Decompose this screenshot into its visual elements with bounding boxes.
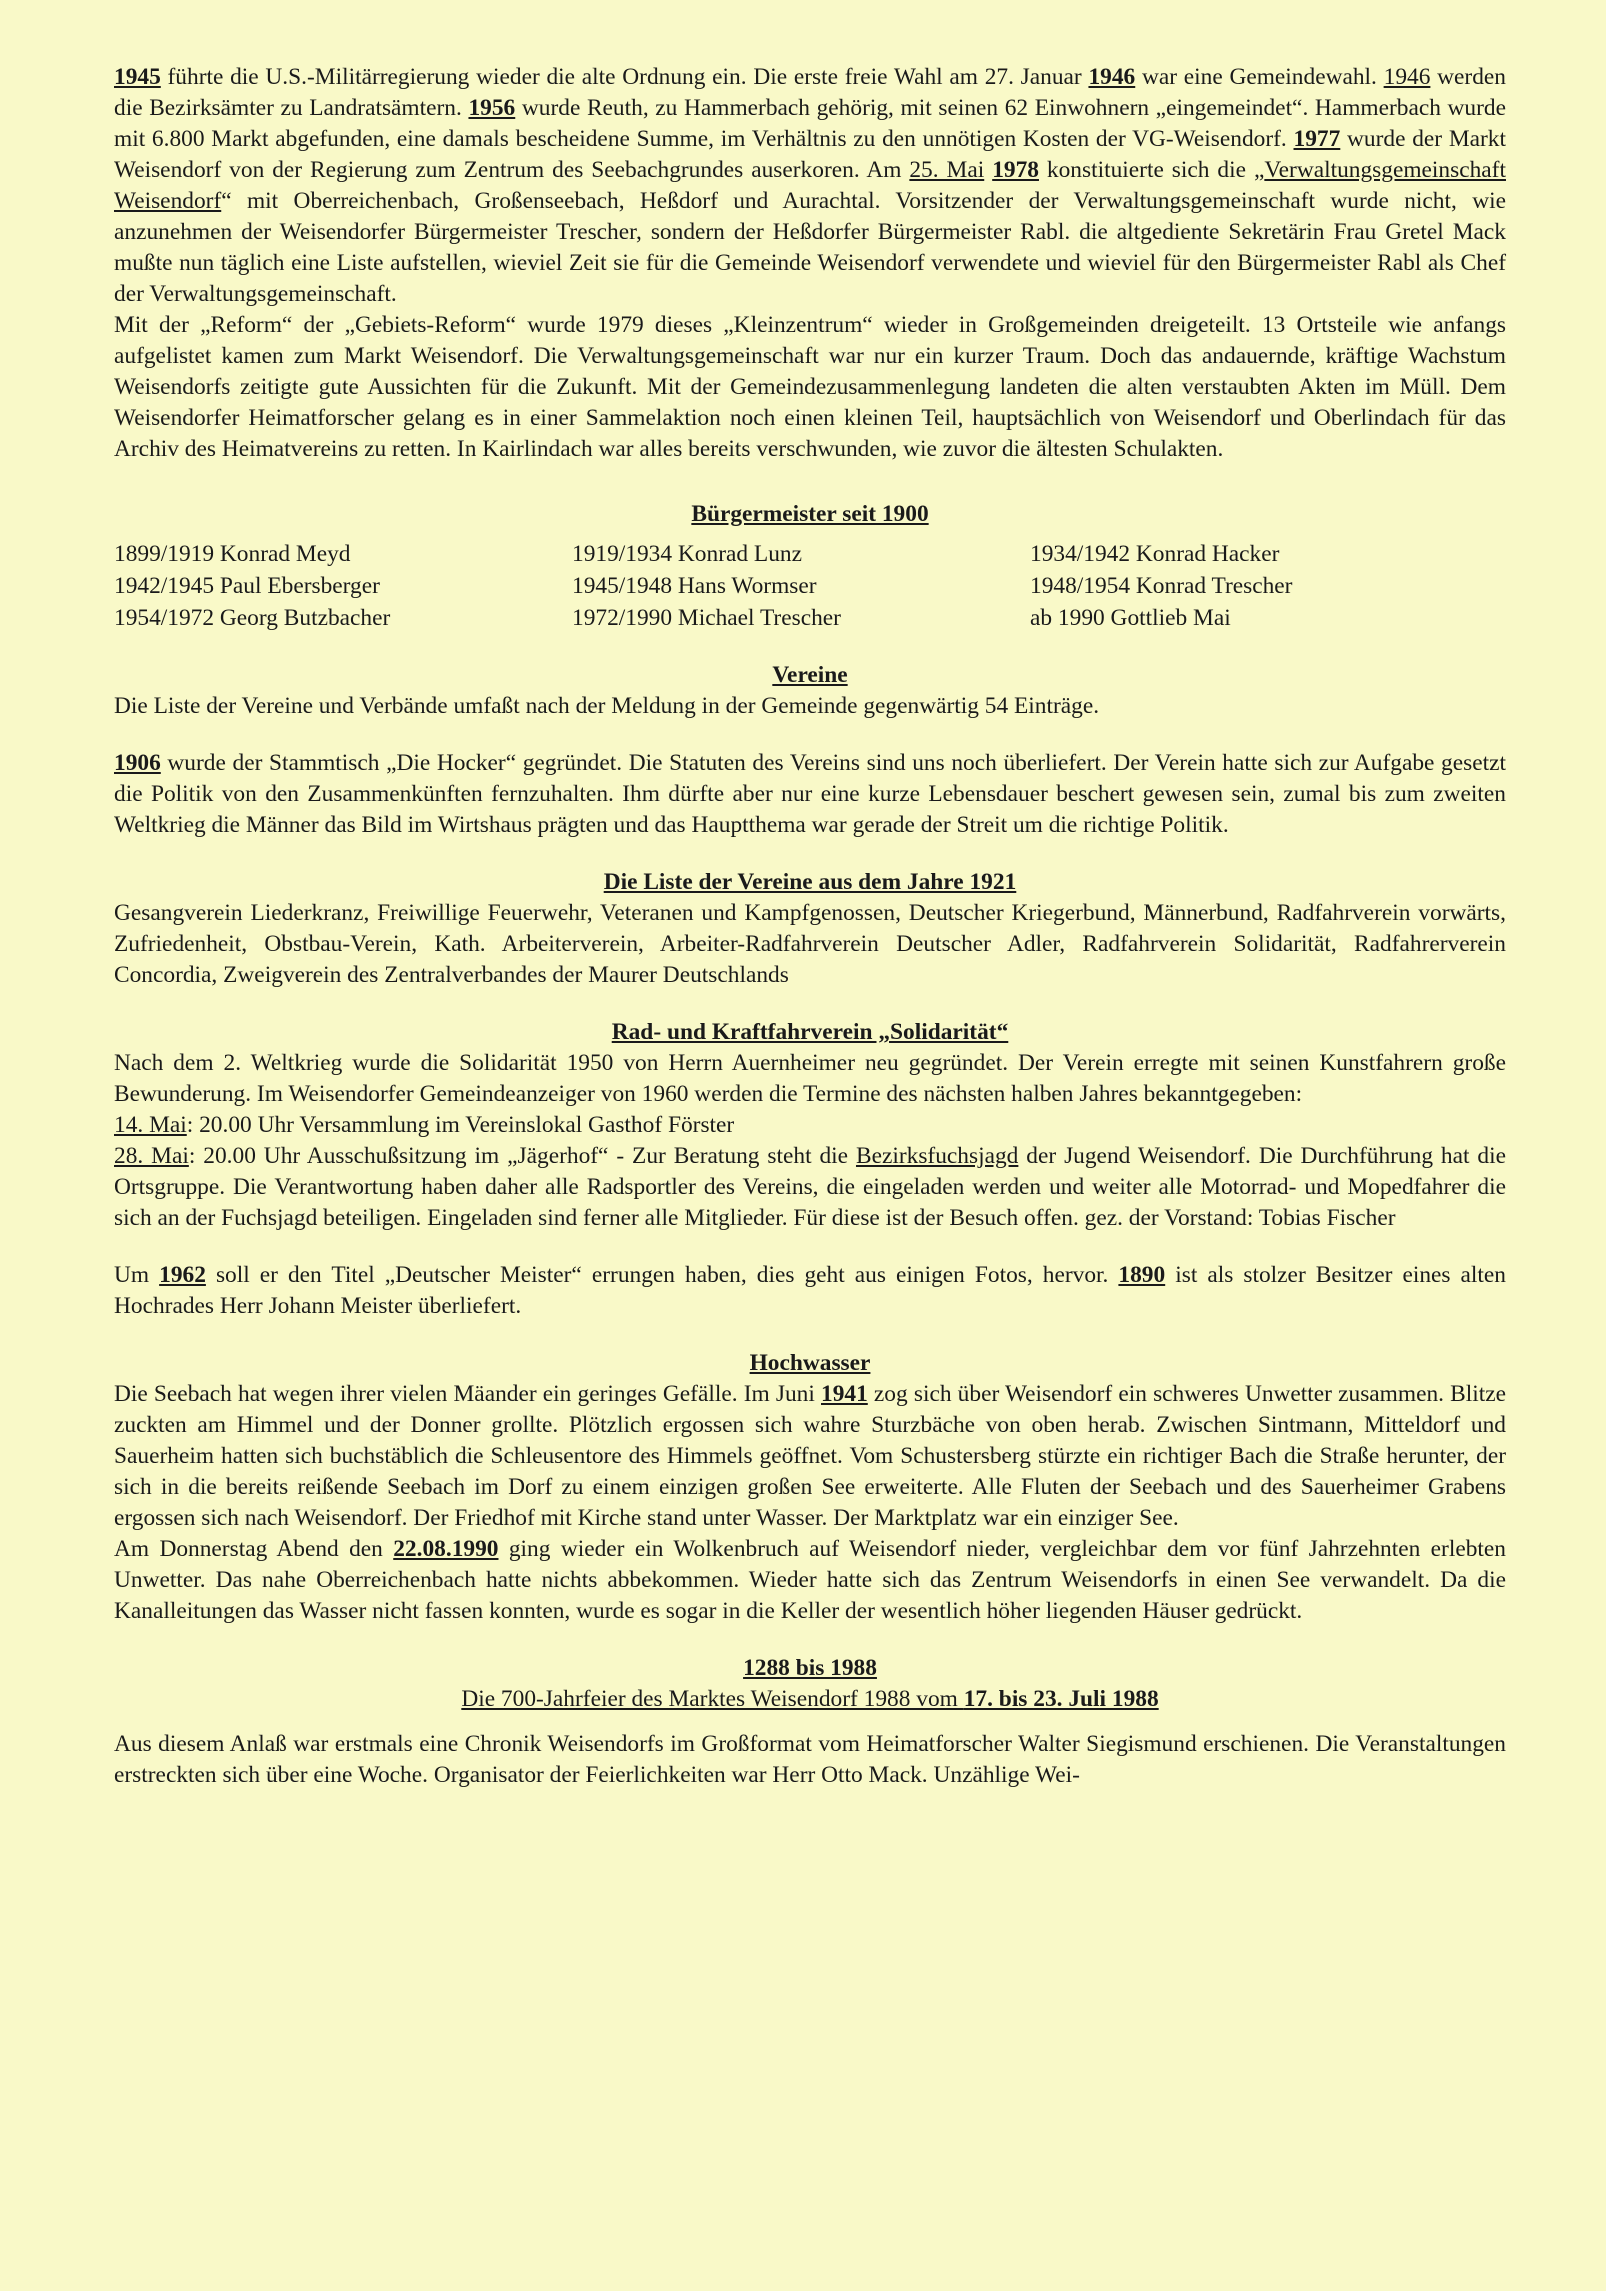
text-run: : 20.00 Uhr Ausschußsitzung im „Jägerhof“ - Zur Beratung steht die (188, 1143, 856, 1169)
text-run: werden die Bezirksämter zu Landratsämtern. (114, 64, 1506, 121)
text-run: war eine Gemeindewahl. (1135, 64, 1384, 90)
mayor-entry: 1942/1945 Paul Ebersberger (114, 573, 380, 599)
liste-1921-heading: Die Liste der Vereine aus dem Jahre 1921 (603, 869, 1017, 895)
text-run: 1906 (114, 750, 161, 776)
text-run: 22.08.1990 (393, 1536, 499, 1562)
mayor-entry: 1919/1934 Konrad Lunz (572, 541, 802, 567)
solidaritaet-paragraph-2 (114, 1110, 1506, 1141)
document-page (114, 62, 1506, 1791)
vereine-paragraph-1: Die Liste der Vereine und Verbände umfaßt nach der Meldung in der Gemeinde gegenwärtig 54 Einträge. (114, 693, 1100, 719)
hochwasser-heading: Hochwasser (749, 1350, 871, 1376)
text-run: 1890 (1118, 1262, 1166, 1288)
text-run: der Jugend Weisendorf. Die Durchführung hat die Ortsgruppe. Die Verantwortung haben daher alle Radsportler des Vereins, die eingeladen werden und weiter alle Motorrad- und Mopedfahrer die sich an der Fuchsjagd beteiligen. Eingeladen sind ferner alle Mitglieder. Für diese ist der Besuch offen. gez. der Vorstand: Tobias Fischer (114, 1143, 1506, 1231)
solidaritaet-paragraph-3 (114, 1141, 1506, 1234)
text-run: ist als stolzer Besitzer eines alten Hochrades Herr Johann Meister überliefert. (114, 1262, 1506, 1319)
solidaritaet-paragraph-4 (114, 1260, 1506, 1322)
text-run: : 20.00 Uhr Versammlung im Vereinslokal Gasthof Förster (186, 1112, 735, 1138)
text-run: Die Seebach hat wegen ihrer vielen Mäander ein geringes Gefälle. Im Juni (114, 1381, 821, 1407)
text-run: Um (114, 1262, 160, 1288)
text-run: 1941 (821, 1381, 868, 1407)
vereine-paragraph-2 (114, 748, 1506, 841)
text-run: führte die U.S.-Militärregierung wieder die alte Ordnung ein. Die erste freie Wahl am 27. Januar (160, 64, 1089, 90)
jubilaeum-text: Aus diesem Anlaß war erstmals eine Chronik Weisendorfs im Großformat vom Heimatforscher Walter Siegismund erschienen. Die Veranstaltungen erstreckten sich über eine Woche. Organisator der Feierlichkeiten war Herr Otto Mack. Unzählige Wei- (114, 1731, 1506, 1788)
text-run: 1945 (114, 64, 161, 90)
text-run: 1946 (1088, 64, 1136, 90)
mayor-entry: 1945/1948 Hans Wormser (572, 573, 817, 599)
intro-paragraph-2: Mit der „Reform“ der „Gebiets-Reform“ wurde 1979 dieses „Kleinzentrum“ wieder in Großgemeinden dreigeteilt. 13 Ortsteile wie anfangs aufgelistet kamen zum Markt Weisendorf. Die Verwaltungsgemeinschaft war nur ein kurzer Traum. Doch das andauernde, kräftige Wachstum Weisendorfs zeitigte gute Aussichten für die Zukunft. Mit der Gemeindezusammenlegung landeten die alten verstaubten Akten im Müll. Dem Weisendorfer Heimatforscher gelang es in einer Sammelaktion noch einen kleinen Teil, hauptsächlich von Weisendorf und Oberlindach für das Archiv des Heimatvereins zu retten. In Kairlindach war alles bereits verschwunden, wie zuvor die ältesten Schulakten. (114, 312, 1506, 462)
text-run: wurde der Stammtisch „Die Hocker“ gegründet. Die Statuten des Vereins sind uns noch überliefert. Der Verein hatte sich zur Aufgabe gesetzt die Politik von den Zusammenkünften fernzuhalten. Ihm dürfte aber nur eine kurze Lebensdauer beschert gewesen sein, zumal bis zum zweiten Weltkrieg die Männer das Bild im Wirtshaus prägten und das Hauptthema war gerade der Streit um die richtige Politik. (114, 750, 1506, 838)
liste-1921-text: Gesangverein Liederkranz, Freiwillige Feuerwehr, Veteranen und Kampfgenossen, Deutscher Kriegerbund, Männerbund, Radfahrverein vorwärts, Zufriedenheit, Obstbau-Verein, Kath. Arbeiterverein, Arbeiter-Radfahrverein Deutscher Adler, Radfahrverein Solidarität, Radfahrerverein Concordia, Zweigverein des Zentralverbandes der Maurer Deutschlands (114, 900, 1506, 988)
text-run: 1962 (159, 1262, 206, 1288)
text-run: 1946 (1383, 64, 1431, 90)
hochwasser-paragraph-1 (114, 1379, 1506, 1534)
text-run: 25. Mai (909, 157, 985, 183)
text-run: 1977 (1293, 126, 1341, 152)
text-run: 17. bis 23. Juli 1988 (963, 1686, 1159, 1712)
text-run: 14. Mai (114, 1112, 187, 1138)
mayors-heading: Bürgermeister seit 1900 (691, 501, 929, 527)
hochwasser-paragraph-2 (114, 1534, 1506, 1627)
text-run: wurde der Markt Weisendorf von der Regierung zum Zentrum des Seebachgrundes auserkoren. Am (114, 126, 1507, 183)
mayor-entry: ab 1990 Gottlieb Mai (1030, 605, 1231, 631)
mayor-entry: 1899/1919 Konrad Meyd (114, 541, 351, 567)
text-run: Bezirksfuchsjagd (855, 1143, 1019, 1169)
text-run: “ mit Oberreichenbach, Großenseebach, Heßdorf und Aurachtal. Vorsitzender der Verwaltungsgemeinschaft wurde nicht, wie anzunehmen der Weisendorfer Bürgermeister Trescher, sondern der Heßdorfer Bürgermeister Rabl. die altgediente Sekretärin Frau Gretel Mack mußte nun täglich eine Liste aufstellen, wieviel Zeit sie für die Gemeinde Weisendorf verwendete und wieviel für den Bürgermeister Rabl als Chef der Verwaltungsgemeinschaft. (114, 188, 1506, 307)
jubilaeum-subheading (114, 1684, 1506, 1715)
text-run: 1956 (468, 95, 516, 121)
mayor-entry: 1948/1954 Konrad Trescher (1030, 573, 1293, 599)
solidaritaet-heading: Rad- und Kraftfahrverein „Solidarität“ (611, 1019, 1009, 1045)
mayors-list (114, 538, 1506, 634)
text-run: Verwaltungsgemeinschaft Weisendorf (114, 157, 1506, 214)
text-run: konstituierte sich die „ (1038, 157, 1265, 183)
text-run: zog sich über Weisendorf ein schweres Unwetter zusammen. Blitze zuckten am Himmel und der Donner grollte. Plötzlich ergossen sich wahre Sturzbäche von oben herab. Zwischen Sintmann, Mitteldorf und Sauerheim hatten sich buchstäblich die Schleusentore des Himmels geöffnet. Vom Schustersberg stürzte ein richtiger Bach die Straße herunter, der sich in die bereits reißende Seebach im Dorf zu einem einzigen großen See erweiterte. Alle Fluten der Seebach und des Sauerheimer Grabens ergossen sich nach Weisendorf. Der Friedhof mit Kirche stand unter Wasser. Der Marktplatz war ein einziger See. (114, 1381, 1507, 1531)
intro-paragraph-1 (114, 62, 1506, 310)
text-run: soll er den Titel „Deutscher Meister“ errungen haben, dies geht aus einigen Fotos, hervor. (205, 1262, 1119, 1288)
text-run: 28. Mai (114, 1143, 189, 1169)
text-run: ging wieder ein Wolkenbruch auf Weisendorf nieder, vergleichbar dem vor fünf Jahrzehnten erlebten Unwetter. Das nahe Oberreichenbach hatte nichts abbekommen. Wieder hatte sich das Zentrum Weisendorfs in einen See verwandelt. Da die Kanalleitungen das Wasser nicht fassen konnten, wurde es sogar in die Keller der wesentlich höher liegenden Häuser gedrückt. (114, 1536, 1506, 1624)
mayor-entry: 1972/1990 Michael Trescher (572, 605, 841, 631)
mayor-entry: 1934/1942 Konrad Hacker (1030, 541, 1280, 567)
text-run: wurde Reuth, zu Hammerbach gehörig, mit seinen 62 Einwohnern „eingemeindet“. Hammerbach wurde mit 6.800 Markt abgefunden, eine damals bescheidene Summe, im Verhältnis zu den unnötigen Kosten der VG-Weisendorf. (114, 95, 1506, 152)
jubilaeum-heading: 1288 bis 1988 (743, 1655, 877, 1681)
text-run: 1978 (992, 157, 1039, 183)
text-run: Am Donnerstag Abend den (114, 1536, 394, 1562)
solidaritaet-paragraph-1: Nach dem 2. Weltkrieg wurde die Solidarität 1950 von Herrn Auernheimer neu gegründet. Der Verein erregte mit seinen Kunstfahrern große Bewunderung. Im Weisendorfer Gemeindeanzeiger von 1960 werden die Termine des nächsten halben Jahres bekanntgegeben: (114, 1050, 1506, 1107)
mayor-entry: 1954/1972 Georg Butzbacher (114, 605, 391, 631)
vereine-heading: Vereine (772, 662, 848, 688)
text-run (984, 157, 992, 183)
text-run: Die 700-Jahrfeier des Marktes Weisendorf 1988 vom (461, 1686, 964, 1712)
